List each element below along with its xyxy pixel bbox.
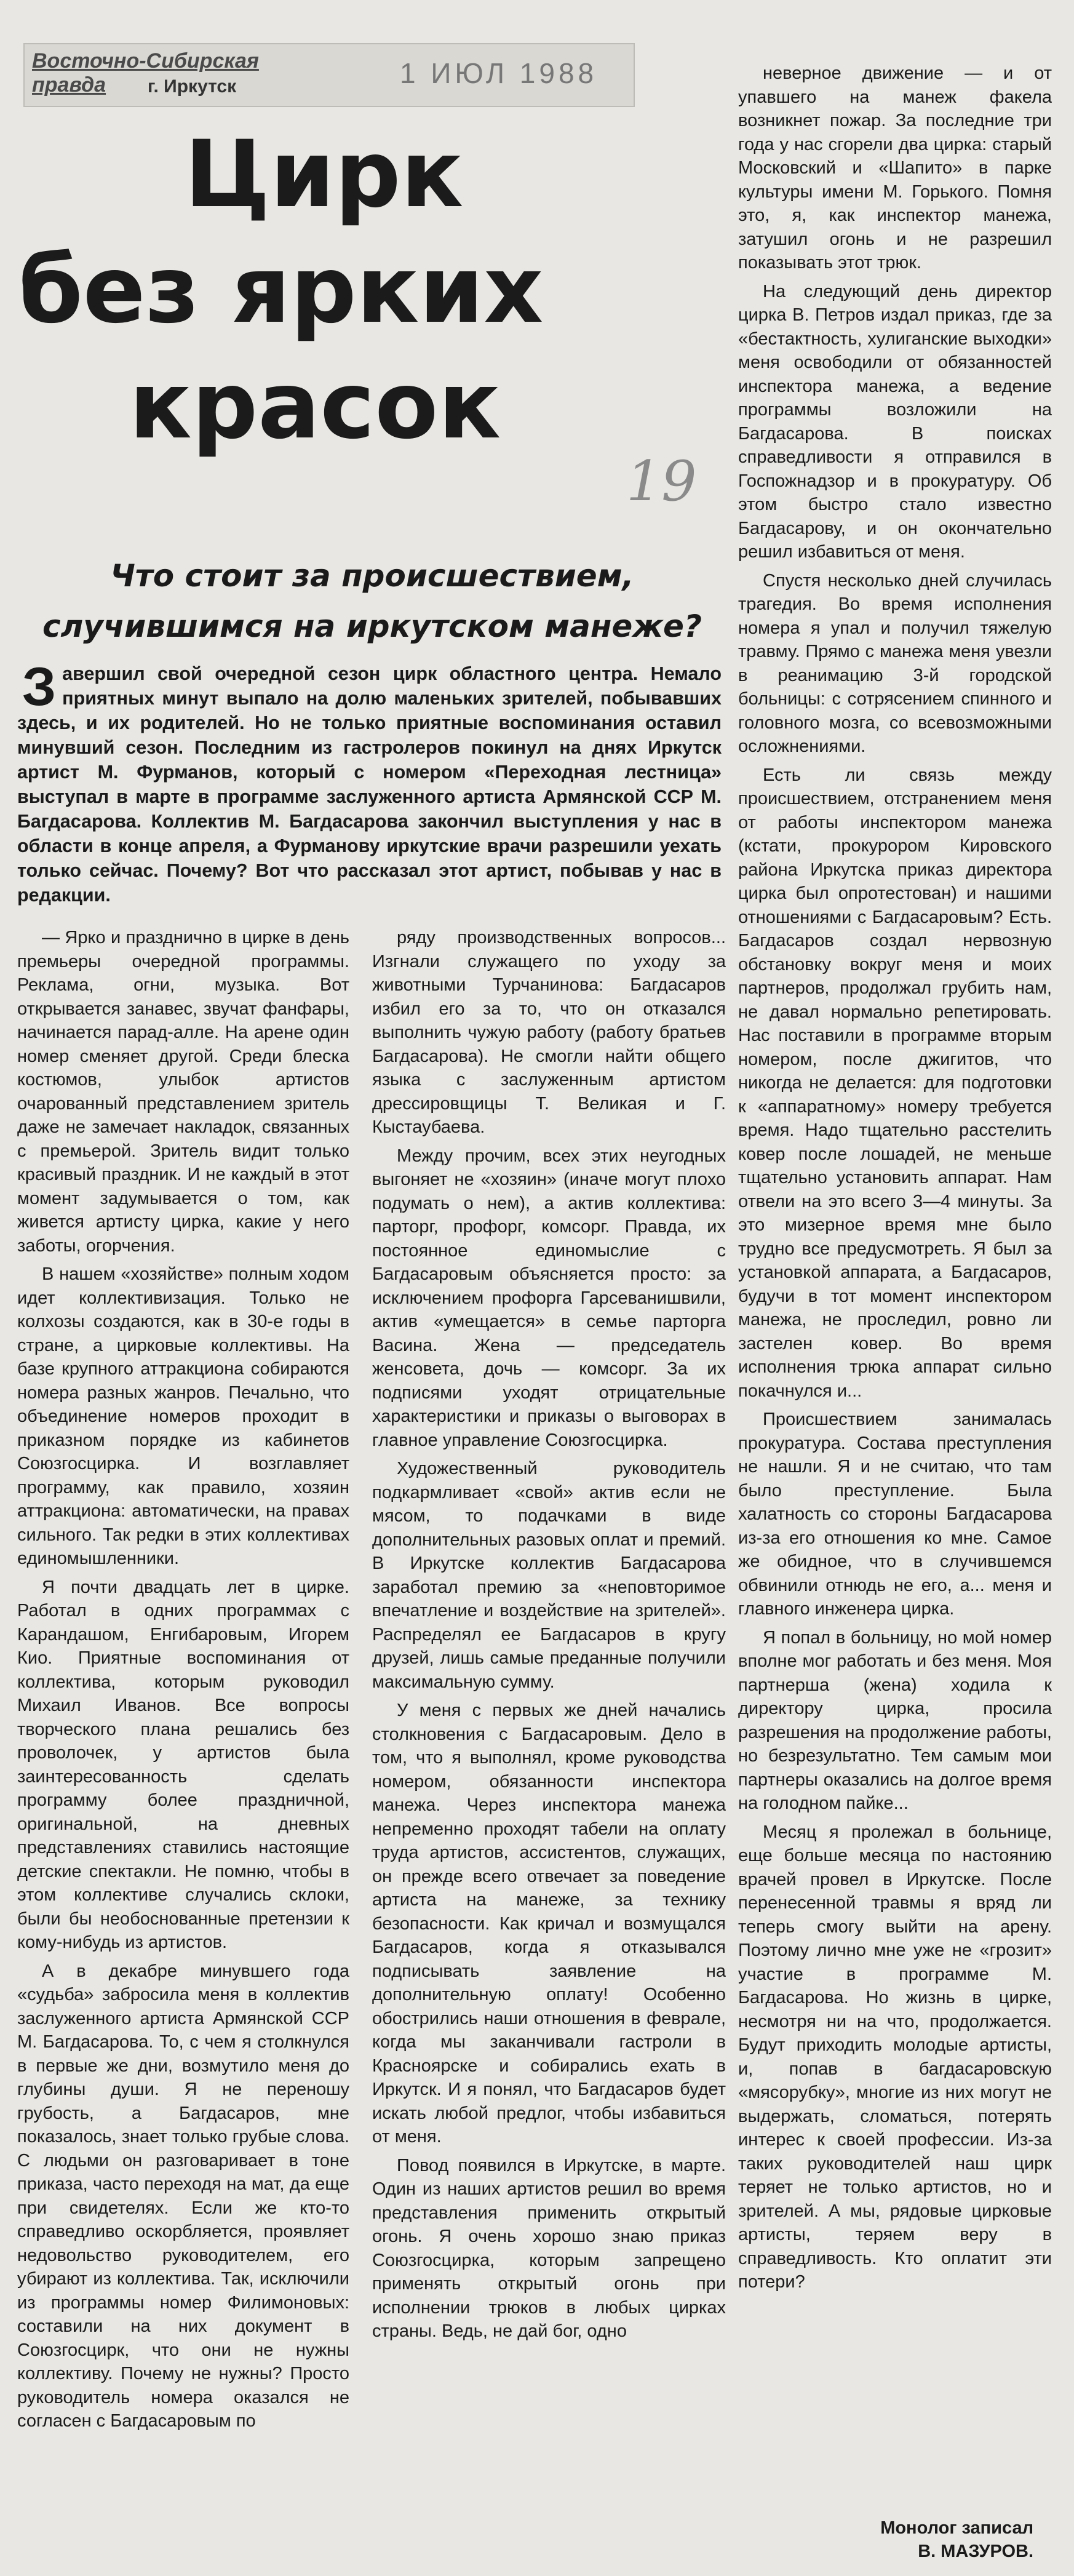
article-headline	[0, 117, 621, 464]
paragraph: неверное движение — и от упавшего на манеж факела возникнет пожар. За последние три года у нас сгорели два цирка: старый Московский и «Шапито» в парке культуры имени М. Горького. Помня это, я, как инспектор манежа, затушил огонь и не разрешил показывать этот трюк.	[738, 63, 1052, 273]
paragraph: ряду производственных вопросов... Изгнали служащего по уходу за животными Турчанинова: Багдасаров избил его за то, что он отказался выполнить чужую работу (работу братьев Багдасарова). Не смогли найти общего языка с заслуженным артистом дрессировщицы Т. Великая и Г. Кыстаубаева.	[372, 928, 726, 1137]
paragraph: Между прочим, всех этих неугодных выгоняет не «хозяин» (иначе могут плохо подумать о нем), а актив коллектива: парторг, профорг, комсорг. Правда, их постоянное единомыслие с Багдасаровым объясняется просто: за исключением профорга Гарсеванишвили, актив «умещается» в семье парторга Васина. Жена — председатель женсовета, дочь — комсорг. За их подписями уходят отрицательные характеристики и приказы о выговорах в главное управление Союзгосцирка.	[372, 1146, 726, 1450]
clipping-date: 1 ИЮЛ 1988	[400, 57, 598, 89]
text-column-2	[372, 926, 726, 2348]
newspaper-name: Восточно-Сибирская правда	[32, 49, 259, 97]
drop-cap: З	[22, 656, 57, 717]
paragraph: Есть ли связь между происшествием, отстранением меня от работы инспектором манежа (кстати, прокурором Кировского района Иркутска приказ директора цирка был опротестован) и нашими отношениями с Багдасаровым? Есть. Багдасаров создал нервозную обстановку вокруг меня и моих партнеров, продолжал грубить нам, не давал нормально репетировать. Нас поставили в программе вторым номером, после джигитов, что никогда не делается: для подготовки к «аппаратному» номеру требуется время. Надо тщательно расстелить ковер после лошадей, не меньше тщательно установить аппарат. Нам отвели на это всего 3—4 минуты. За это мизерное время мне было трудно все предусмотреть. Я был за установкой аппарата, а Багдасаров, будучи в тот момент инспектором манежа, не проследил, ровно ли застелен ковер. Во время исполнения трюка аппарат сильно покачнулся и...	[738, 765, 1052, 1401]
paragraph: Месяц я пролежал в больнице, еще больше месяца по настоянию врачей провел в Иркутске. После перенесенной травмы я вряд ли теперь смогу выйти на арену. Поэтому лично мне уже не «грозит» участие в программе М. Багдасарова. Но жизнь в цирке, несмотря ни на что, продолжается. Будут приходить молодые артисты, и, попав в багдасаровскую «мясорубку», многие из них могут не выдержать, сломаться, потерять интерес к своей профессии. Из-за таких руководителей наш цирк теряет не только артистов, но и зрителей. А мы, рядовые цирковые артисты, теряем веру в справедливость. Кто оплатит эти потери?	[738, 1822, 1052, 2292]
text-column-1	[17, 926, 349, 2438]
paragraph: Спустя несколько дней случилась трагедия. Во время исполнения номера я упал и получил тяжелую травму. Прямо с манежа меня увезли в реанимацию 3-й городской больницы: с сотрясением спинного и головного мозга, со всевозможными осложнениями.	[738, 570, 1052, 756]
handwritten-note: 19	[626, 449, 697, 514]
headline-line-3: красок	[129, 353, 501, 460]
text-column-3	[738, 62, 1052, 2299]
paragraph: Я попал в больницу, но мой номер вполне мог работать и без меня. Моя партнерша (жена) ходила к директору цирка, просила разрешения на продолжение работы, но безрезультатно. Тем самым мои партнеры оказались на долгое время на голодном пайке...	[738, 1627, 1052, 1813]
archive-clipping-stamp	[23, 43, 635, 107]
paragraph: В нашем «хозяйстве» полным ходом идет коллективизация. Только не колхозы создаются, как в 30-е годы в стране, а цирковые коллективы. На базе крупного аттракциона собираются номера разных жанров. Печально, что объединение номеров проходит в приказном порядке из кабинетов Союзгосцирка. И возглавляет программу, как правило, хозяин аттракциона: автоматически, на правах сильного. Так редки в этих коллективах единомышленники.	[17, 1264, 349, 1568]
paragraph: А в декабре минувшего года «судьба» забросила меня в коллектив заслуженного артиста Армянской ССР М. Багдасарова. То, с чем я столкнулся в первые же дни, возмутило меня до глубины души. Я не переношу грубость, а Багдасаров, мне показалось, знает только грубые слова. С людьми он разговаривает в тоне приказа, часто переходя на мат, да еще при свидетелях. Если же кто-то справедливо оскорбляется, проявляет недовольство руководителем, его убирают из коллектива. Так, исключили из программы номер Филимоновых: составили на них документ в Союзгосцирк, что они не нужны коллективу. Почему не нужны? Просто руководитель номера оказался не согласен с Багдасаровым по	[17, 1961, 349, 2431]
byline	[812, 2516, 1033, 2563]
paragraph: — Ярко и празднично в цирке в день премьеры очередной программы. Реклама, огни, музыка. Вот открывается занавес, звучат фанфары, начинается парад-алле. На арене один номер сменяет другой. Среди блеска костюмов, улыбок артистов очарованный представлением зритель даже не замечает накладок, связанных с премьерой. Зритель видит только красивый праздник. И не каждый в этот момент задумывается о том, как живется артисту цирка, какие у него заботы, огорчения.	[17, 928, 349, 1256]
byline-author: В. МАЗУРОВ.	[918, 2542, 1033, 2561]
lead-text: авершил свой очередной сезон цирк областного центра. Немало приятных минут выпало на долю маленьких зрителей, побывавших здесь, и их родителей. Но не только приятные воспоминания оставил минувший сезон. Последним из гастролеров покинул на днях Иркутск артист М. Фурманов, который с номером «Переходная лестница» выступал в марте в программе заслуженного артиста Армянской ССР М. Багдасарова. Коллектив М. Багдасарова закончил выступления у нас в области в конце апреля, а Фурманову иркутские врачи разрешили уехать только сейчас. Почему? Вот что рассказал этот артист, побывав у нас в редакции.	[17, 663, 722, 906]
paragraph: Повод появился в Иркутске, в марте. Один из наших артистов решил во время представления применить открытый огонь. Я очень хорошо знаю приказ Союзгосцирка, которым запрещено применять открытый огонь при исполнении трюков в любых цирках страны. Ведь, не дай бог, одно	[372, 2155, 726, 2341]
headline-line-1: Цирк	[185, 121, 464, 228]
paragraph: На следующий день директор цирка В. Петров издал приказ, где за «бестактность, хулиганские выходки» меня освободили от обязанностей инспектора манежа, а ведение программы возложили на Багдасарова. В поисках справедливости я отправился в Госпожнадзор и в прокуратуру. Об этом быстро стало известно Багдасарову, и он окончательно решил избавиться от меня.	[738, 281, 1052, 562]
paragraph: Происшествием занималась прокуратура. Состава преступления не нашли. Я и не считаю, что там было преступление. Была халатность со стороны Багдасарова из-за его отношения ко мне. Самое же обидное, что в случившемся обвинили отнюдь не его, а... меня и главного инженера цирка.	[738, 1410, 1052, 1619]
paragraph: Я почти двадцать лет в цирке. Работал в одних программах с Карандашом, Енгибаровым, Игорем Кио. Приятные воспоминания от коллектива, которым руководил Михаил Иванов. Все вопросы творческого плана решались без проволочек, у артистов была заинтересованность сделать программу более праздничной, оригинальной, на дневных представлениях ставились настоящие детские спектакли. Не помню, чтобы в этом коллективе случались склоки, были бы необоснованные претензии к кому-нибудь из артистов.	[17, 1577, 349, 1952]
paragraph: У меня с первых же дней начались столкновения с Багдасаровым. Дело в том, что я выполнял, кроме руководства номером, обязанности инспектора манежа. Через инспектора манежа непременно проходят табели на оплату труда артистов, ассистентов, служащих, он прежде всего отвечает за поведение артиста на манеже, за технику безопасности. Как кричал и возмущался Багдасаров, когда я отказывался подписывать заявление на дополнительную оплату! Особенно обострились наши отношения в феврале, когда мы заканчивали гастроли в Красноярске и собирались ехать в Иркутск. И я понял, что Багдасаров будет искать любой предлог, чтобы избавиться от меня.	[372, 1701, 726, 2147]
newspaper-city: г. Иркутск	[148, 76, 237, 97]
byline-caption: Монолог записал	[880, 2518, 1033, 2538]
headline-line-2: без ярких	[18, 237, 544, 344]
paragraph: Художественный руководитель подкармливает «свой» актив если не мясом, то подачками в виде дополнительных разовых оплат и премий. В Иркутске коллектив Багдасарова заработал премию за «неповторимое впечатление и воздействие на зрителей». Распределял ее Багдасаров в кругу друзей, лишь самые преданные получили максимальную сумму.	[372, 1459, 726, 1692]
article-subheadline: Что стоит за происшествием, случившимся на иркутском манеже?	[42, 558, 702, 644]
article-lead	[17, 656, 722, 907]
